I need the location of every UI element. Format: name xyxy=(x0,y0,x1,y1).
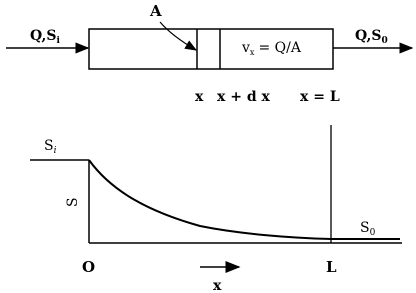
concentration-curve xyxy=(89,160,400,239)
velocity-label: $v_x = Q/A$ xyxy=(242,40,301,57)
area-label: A xyxy=(150,2,162,20)
concentration-plot xyxy=(30,125,402,293)
area-leader-arrow xyxy=(160,22,196,50)
si-label: $S_i$ xyxy=(44,138,57,156)
x-position-label: x xyxy=(195,89,204,105)
reactor-schematic xyxy=(6,2,412,105)
xL-position-label: x = L xyxy=(300,89,340,105)
origin-label: O xyxy=(82,258,96,276)
outlet-label: $Q,S_0$ xyxy=(355,28,388,46)
y-axis-label: S xyxy=(65,197,81,207)
xdx-position-label: x + d x xyxy=(217,89,270,105)
inlet-label: $Q,S_i$ xyxy=(30,28,60,46)
L-label: L xyxy=(326,258,337,276)
x-direction-label: x xyxy=(213,278,222,293)
s0-label: $S_0$ xyxy=(360,220,376,238)
